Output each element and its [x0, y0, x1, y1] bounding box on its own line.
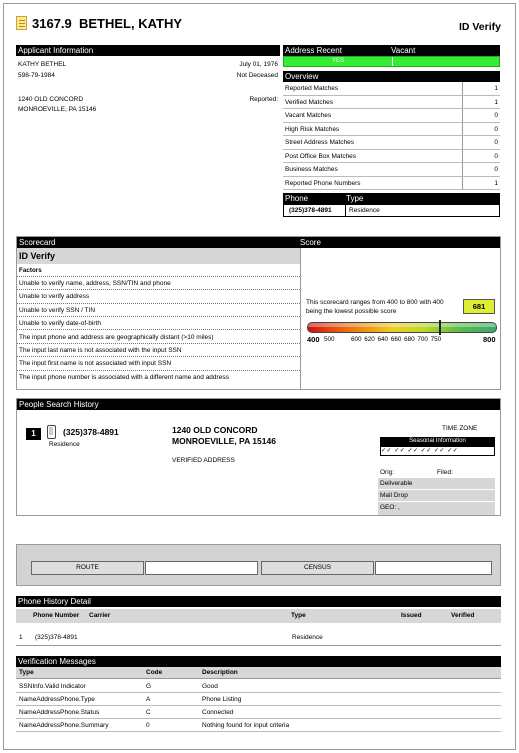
overview-header: Overview — [283, 71, 500, 82]
col-issued: Issued — [401, 612, 422, 619]
score-range-text: This scorecard ranges from 400 to 800 with 400 being the lowest possible score — [306, 299, 444, 315]
table-row — [16, 634, 501, 646]
scale-tick: 600 — [351, 336, 362, 343]
factor-item: The input phone number is associated with a different name and address — [19, 373, 229, 381]
result-address — [172, 425, 276, 447]
applicant-name: KATHY BETHEL — [18, 61, 67, 68]
address-recent-row — [283, 56, 500, 67]
overview-row-value: 0 — [494, 152, 498, 160]
result-address-line2: MONROEVILLE, PA 15146 — [172, 436, 276, 446]
people-search-panel — [16, 398, 501, 516]
factors-list — [17, 276, 300, 386]
overview-row-value: 0 — [494, 166, 498, 173]
geo-flag: GEO: , — [380, 504, 400, 511]
subject-name: BETHEL, KATHY — [79, 16, 183, 31]
score-badge: 681 — [463, 299, 495, 314]
phone-box-type: Residence — [349, 207, 380, 214]
overview-row-value: 0 — [494, 139, 498, 146]
scale-tick: 620 — [364, 336, 375, 343]
scorecard-name: ID Verify — [17, 248, 300, 264]
result-address-line1: 1240 OLD CONCORD — [172, 425, 258, 435]
score-gauge — [307, 322, 497, 333]
factor-item: Unable to verify SSN / TIN — [17, 304, 300, 317]
applicant-address-line2: MONROEVILLE, PA 15146 — [18, 106, 97, 113]
overview-row-value: 1 — [494, 85, 498, 92]
overview-row-label: Reported Phone Numbers — [285, 179, 361, 187]
score-marker — [439, 320, 441, 335]
msg-description: Phone Listing — [202, 696, 242, 703]
people-search-header: People Search History — [17, 399, 500, 410]
overview-table — [283, 82, 500, 190]
scorecard-title: Scorecard — [19, 238, 56, 247]
phone-history-columns — [16, 609, 501, 623]
overview-row — [283, 82, 500, 96]
applicant-dob: July 01, 1976 — [239, 61, 278, 68]
verification-panel — [16, 656, 501, 738]
overview-row — [283, 163, 500, 177]
overview-row — [283, 177, 500, 191]
overview-row — [283, 136, 500, 150]
census-button[interactable]: CENSUS — [261, 561, 374, 575]
seasonal-checks: ✓✓ ✓✓ ✓✓ ✓✓ ✓✓ ✓✓ — [380, 446, 495, 456]
scale-tick: 680 — [404, 336, 415, 343]
route-census-bar — [16, 544, 501, 586]
type-col-label: Type — [346, 194, 364, 203]
phone-history-panel — [16, 596, 501, 651]
msg-type: NameAddressPhone.Status — [19, 709, 100, 716]
factor-item: The input first name is not associated with input SSN — [17, 357, 300, 370]
phone-box-number: (325)378-4891 — [289, 207, 332, 214]
factors-label: Factors — [19, 267, 42, 274]
scale-tick: 500 — [324, 336, 335, 343]
col-carrier: Carrier — [89, 612, 111, 619]
phone-col-label: Phone — [285, 194, 309, 203]
scale-tick: 750 — [430, 336, 442, 343]
overview-row-value: 0 — [494, 112, 498, 119]
msg-code: A — [146, 696, 151, 703]
phone-box-header — [283, 193, 500, 204]
row-type: Residence — [292, 634, 323, 641]
msg-description: Connected — [202, 709, 234, 716]
factor-item: The input phone and address are geographically distant (>10 miles) — [17, 331, 300, 344]
overview-panel — [283, 45, 500, 217]
filed-label: Filed: — [437, 469, 453, 476]
scorecard-panel — [16, 236, 501, 390]
overview-row — [283, 150, 500, 164]
vacant-label: Vacant — [391, 46, 416, 55]
applicant-ssn: 598-79-1984 — [18, 72, 55, 79]
table-row — [16, 706, 501, 719]
note-icon[interactable] — [16, 16, 27, 30]
factor-item: Unable to verify name, address, SSN/TIN and phone — [17, 277, 300, 290]
msg-code: C — [146, 709, 151, 716]
applicant-panel — [16, 45, 280, 230]
factor-item: The input last name is not associated with the input SSN — [17, 344, 300, 357]
overview-row — [283, 123, 500, 137]
score-title: Score — [300, 238, 321, 247]
verified-label: VERIFIED ADDRESS — [172, 457, 235, 464]
address-recent-header — [283, 45, 500, 56]
overview-row-label: Street Address Matches — [285, 139, 355, 146]
col-msg-code: Code — [146, 669, 163, 676]
scale-max: 800 — [483, 335, 496, 344]
scale-ticks — [324, 336, 441, 343]
overview-row-value: 1 — [494, 179, 498, 187]
scale-tick: 660 — [390, 336, 402, 343]
overview-row-label: Reported Matches — [285, 85, 339, 92]
row-index: 1 — [19, 634, 23, 641]
report-type: ID Verify — [458, 21, 501, 33]
mail-drop-flag: Mail Drop — [378, 490, 495, 502]
orig-label: Orig: — [380, 469, 395, 476]
col-phone-number: Phone Number — [33, 612, 80, 619]
verification-columns — [16, 667, 501, 679]
time-zone-label: TIME ZONE — [442, 425, 478, 432]
verification-header: Verification Messages — [16, 656, 501, 667]
phone-icon — [47, 425, 56, 439]
factor-item: Unable to verify date-of-birth — [17, 317, 300, 330]
overview-row — [283, 109, 500, 123]
route-field[interactable] — [145, 561, 258, 575]
address-flags — [378, 478, 495, 515]
msg-description: Nothing found for input criteria — [202, 722, 290, 729]
vacant-value — [393, 57, 499, 66]
result-phone-type: Residence — [49, 441, 80, 448]
table-row — [16, 719, 501, 732]
overview-row-value: 0 — [494, 125, 498, 133]
overview-row-label: High Risk Matches — [285, 125, 340, 133]
census-field[interactable] — [375, 561, 492, 575]
result-phone: (325)378-4891 — [63, 427, 119, 437]
overview-row-value: 1 — [494, 98, 498, 106]
phone-history-header: Phone History Detail — [16, 596, 501, 607]
applicant-address-line1: 1240 OLD CONCORD — [18, 96, 84, 103]
scale-min: 400 — [307, 335, 320, 344]
phone-box-row — [283, 204, 500, 217]
scale-tick: 640 — [377, 336, 389, 343]
msg-type: SSNInfo.Valid Indicator — [19, 683, 86, 690]
deliverable-flag: Deliverable — [378, 478, 495, 490]
overview-row — [283, 96, 500, 110]
msg-type: NameAddressPhone.Type — [19, 696, 95, 703]
reported-label: Reported: — [249, 96, 278, 103]
scorecard-header — [17, 237, 500, 248]
table-row — [16, 693, 501, 706]
applicant-status: Not Deceased — [236, 72, 278, 79]
col-msg-type: Type — [19, 669, 34, 676]
overview-row-label: Post Office Box Matches — [285, 152, 357, 160]
result-index: 1 — [26, 428, 41, 440]
factor-item: Unable to verify address — [17, 290, 300, 303]
report-page — [3, 3, 516, 750]
table-row — [16, 680, 501, 693]
seasonal-header: Seasonal Information — [380, 437, 495, 446]
msg-code: 0 — [146, 722, 150, 729]
msg-code: G — [146, 683, 152, 690]
route-button[interactable]: ROUTE — [31, 561, 144, 575]
col-verified: Verified — [451, 612, 475, 619]
overview-row-label: Verified Matches — [285, 98, 334, 106]
applicant-header: Applicant Information — [16, 45, 280, 56]
col-type: Type — [291, 612, 306, 619]
report-title — [32, 16, 182, 32]
address-recent-value: YES — [284, 57, 392, 66]
record-number: 3167.9 — [32, 16, 72, 31]
msg-description: Good — [202, 683, 218, 690]
row-phone: (325)378-4891 — [35, 634, 78, 641]
col-msg-description: Description — [202, 669, 238, 676]
overview-row-label: Vacant Matches — [285, 112, 332, 119]
scale-tick: 700 — [417, 336, 428, 343]
overview-row-label: Business Matches — [285, 166, 338, 173]
address-recent-label: Address Recent — [285, 46, 342, 55]
msg-type: NameAddressPhone.Summary — [19, 722, 109, 729]
